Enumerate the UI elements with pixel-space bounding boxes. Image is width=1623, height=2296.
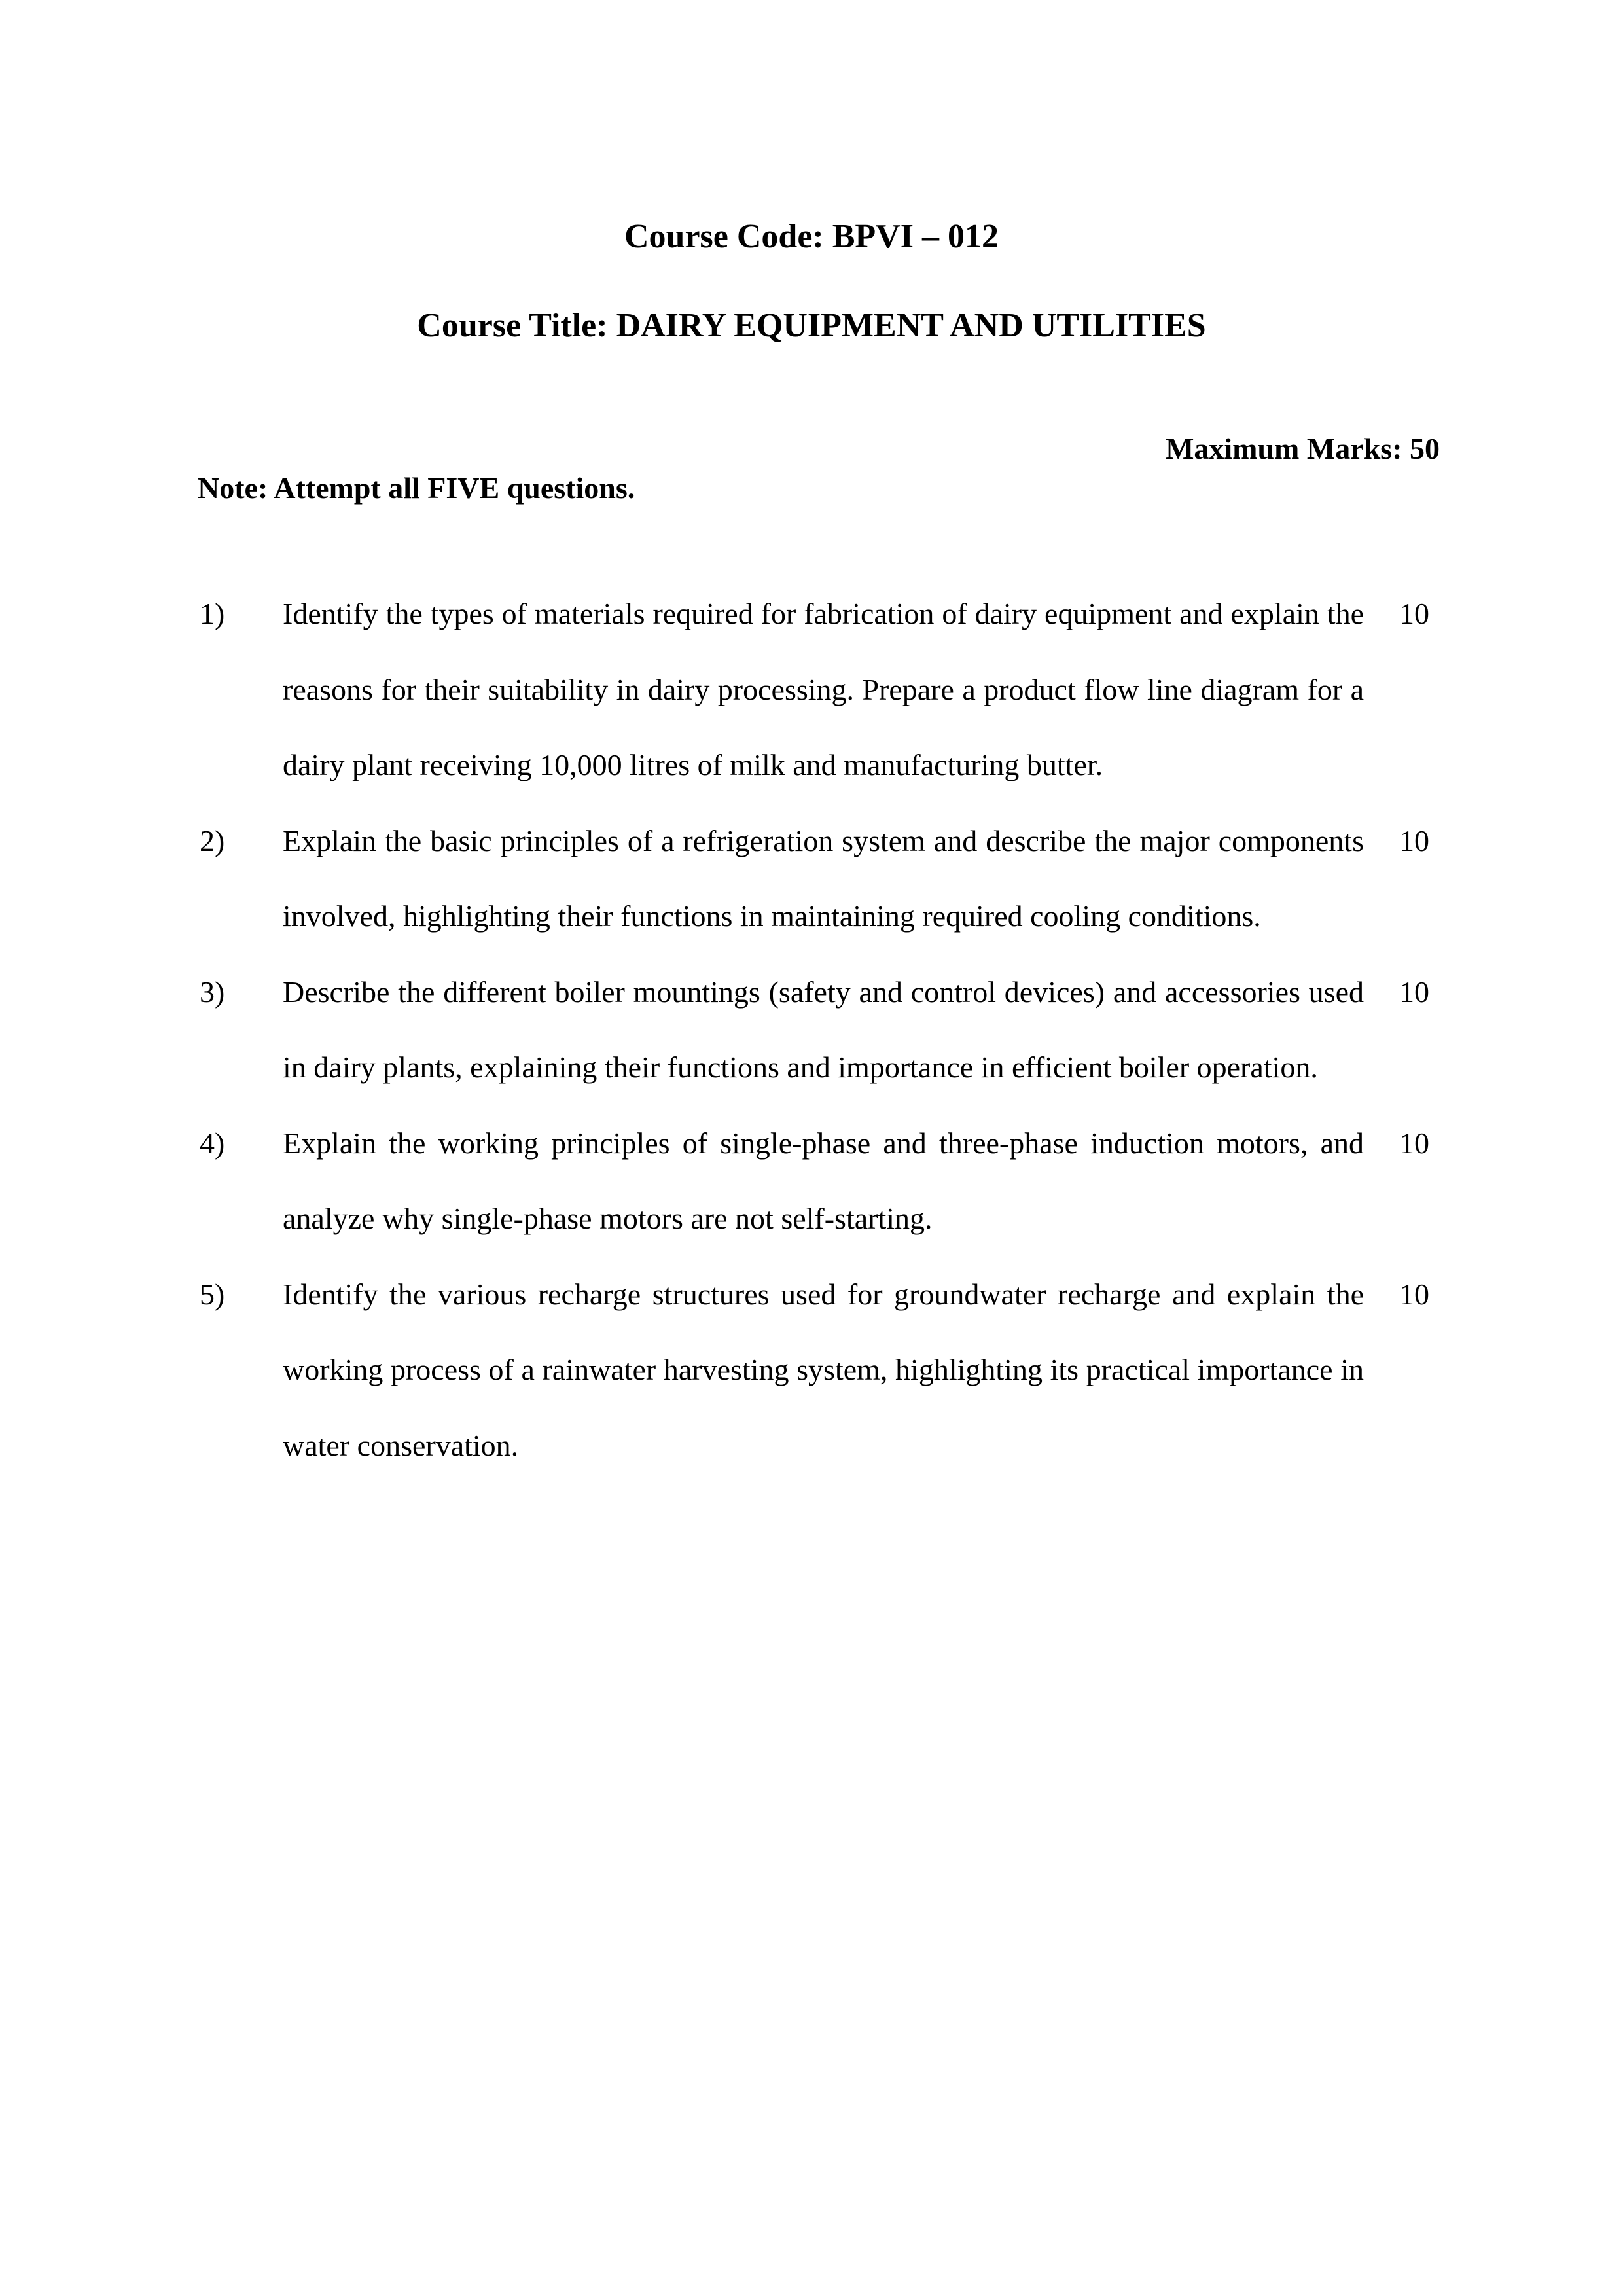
question-list: [0, 576, 1623, 1483]
question-marks: 10: [1399, 975, 1429, 1009]
maximum-marks: Maximum Marks: 50: [1165, 432, 1440, 465]
question-item: [0, 803, 1623, 954]
question-number: 2): [200, 823, 225, 857]
question-text: Describe the different boiler mountings (safety and control devices) and accessories used in dairy plants, explaining their functions and importance in efficient boiler operation.: [283, 975, 1364, 1084]
question-text: Identify the various recharge structures used for groundwater recharge and explain the working process of a rainwater harvesting system, highlighting its practical importance in water conservation.: [283, 1277, 1364, 1462]
course-code-heading: Course Code: BPVI – 012: [624, 218, 999, 255]
question-number: 5): [200, 1277, 225, 1311]
question-item: [0, 1257, 1623, 1484]
question-item: [0, 1105, 1623, 1257]
question-text: Explain the basic principles of a refrigeration system and describe the major components involved, highlighting their functions in maintaining required cooling conditions.: [283, 823, 1364, 933]
question-item: [0, 954, 1623, 1105]
question-number: 3): [200, 975, 225, 1009]
instructions-note: Note: Attempt all FIVE questions.: [198, 471, 635, 505]
question-number: 1): [200, 597, 225, 630]
question-text: Explain the working principles of single-phase and three-phase induction motors, and analyze why single-phase motors are not self-starting.: [283, 1126, 1364, 1235]
question-marks: 10: [1399, 1277, 1429, 1311]
question-number: 4): [200, 1126, 225, 1160]
question-marks: 10: [1399, 597, 1429, 630]
course-title-heading: Course Title: DAIRY EQUIPMENT AND UTILITIES: [417, 307, 1206, 344]
question-text: Identify the types of materials required for fabrication of dairy equipment and explain the reasons for their suitability in dairy processing. Prepare a product flow line diagram for a dairy plant receiving 10,000 litres of milk and manufacturing butter.: [283, 597, 1364, 781]
question-item: [0, 576, 1623, 803]
question-marks: 10: [1399, 823, 1429, 857]
question-marks: 10: [1399, 1126, 1429, 1160]
